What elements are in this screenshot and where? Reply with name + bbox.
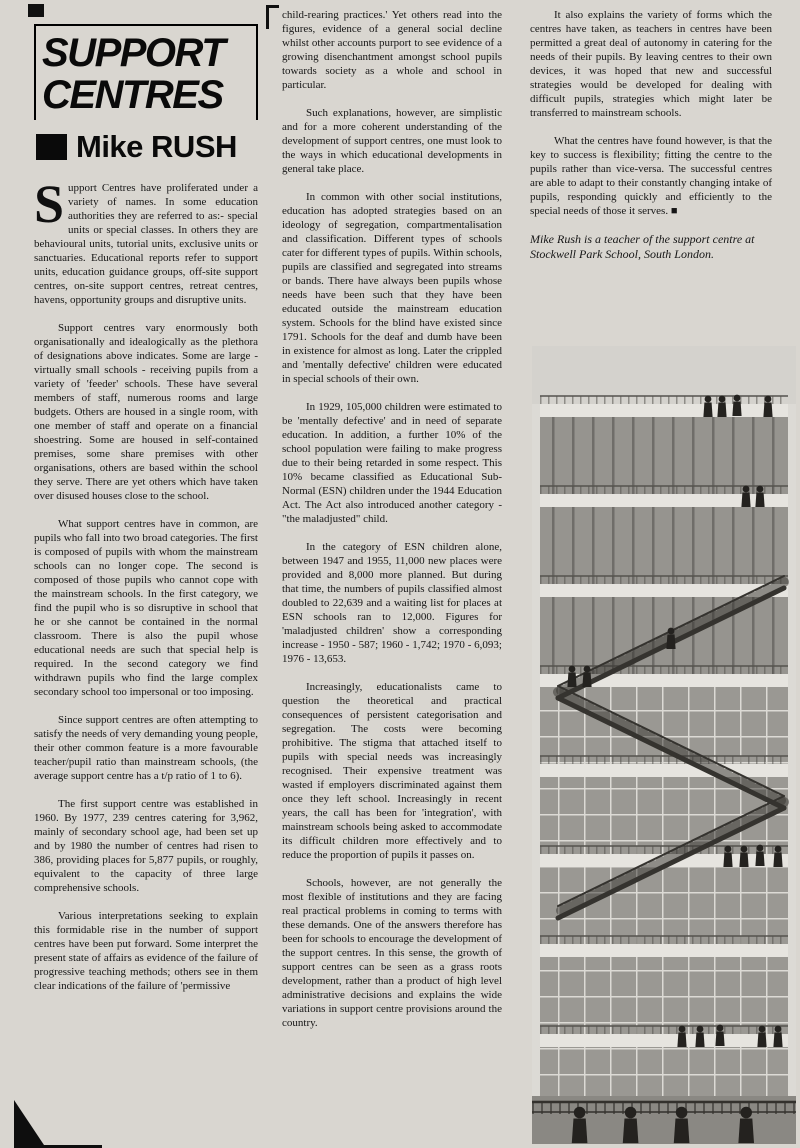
paragraph: Schools, however, are not generally the most flexible of institutions and they are facing real practical problems in coming to terms with these demands. One of the answers therefore has been for schools to encourage the development of the support centres. In this sense, the growth of support centres can be seen as a grass roots development, rather than a product of high level administrative decisions and explains the wide variations in support centre provisions around the country. — [282, 877, 502, 1029]
school-staircase-photo — [532, 346, 796, 1144]
paragraph: Such explanations, however, are simplistic and for a more coherent understanding of the development of support centres, one must look to the ways in which educational developments in general take place. — [282, 107, 502, 175]
masthead — [34, 24, 258, 165]
paragraph: child-rearing practices.' Yet others read into the figures, evidence of a general social decline whilst other accounts purport to see evidence of a growing disenchantment amongst school pupils towards society as a whole and school in particular. — [282, 9, 502, 91]
paragraph: The first support centre was established in 1960. By 1977, 239 centres catering for 3,962, mainly of secondary school age, had been set up and by 1980 the number of centres had risen to 386, providing places for 5,877 pupils, or roughly, equivalent to the capacity of three large comprehensive schools. — [34, 798, 258, 894]
article-photo — [532, 346, 796, 1144]
author-name — [76, 129, 237, 165]
page-corner-fold-mark — [14, 1100, 46, 1148]
paragraph: In common with other social institutions, education has adopted strategies based on an ideology of segregation, compartmentalisation and classification. Different types of schools cater for different types of pupils. Within schools, pupils are classified and segregated into streams or bands. There have always been pupils whose needs have been such that they have been educated outside the mainstream education system. Schools for the blind have existed since 1791. Schools for the deaf and dumb have been in existence for almost as long. Later the crippled and 'mentally defective' children were educated in special schools of their own. — [282, 191, 502, 385]
column-1 — [34, 8, 258, 1007]
paragraph: In 1929, 105,000 children were estimated to be 'mentally defective' and in need of separate education. In addition, a further 10% of the school population were failing to make progress due to their being retarded in some respect. This 10% became classified as Educational Sub-Normal (ESN) children under the 1944 Education Act. The Act also introduced another category - "the maladjusted" child. — [282, 401, 502, 525]
crop-mark-vertical — [266, 5, 269, 29]
paragraph: Increasingly, educationalists came to question the theoretical and practical consequences of persistent categorisation and segregation. The costs were becoming prohibitive. The stigma that attached itself to pupils with special needs was increasingly recognised. Their expensive treatment was wasted if employers discriminated against them once they left school. Increasingly in recent years, the call has been for 'integration', with mainstream schools being asked to accommodate its difficult children more effectively and to reduce the proportion of pupils it passes on. — [282, 681, 502, 861]
paragraph-dropcap — [34, 174, 258, 307]
drop-cap: S — [34, 174, 65, 234]
crop-mark-horizontal — [266, 5, 279, 8]
author-first-name: Mike — [76, 129, 143, 164]
author-row — [34, 129, 258, 165]
paragraph: Various interpretations seeking to explain this formidable rise in the number of support centres have been put forward. Some interpret the present state of affairs as evidence of the failure of progressive teaching methods; others see in them clear indications of the failure of 'permissive — [34, 910, 258, 992]
author-square-mark — [36, 134, 67, 160]
paragraph-text: upport Centres have proliferated under a variety of names. In some education authorities they are referred to as:- special units or special classes. In others they are behavioural units, tutorial units, exclusive units or sanctuaries. Educational reports refer to support units, education guidance groups, off-site support centres, on-site support centres, retreat centres, havens, opportunity groups and disruptive units. — [34, 182, 258, 306]
author-last-name: RUSH — [151, 129, 237, 164]
paragraph: Support centres vary enormously both organisationally and idealogically as the plethora of designations above indicates. Some are large - virtually small schools - receiving pupils from a variety of 'feeder' schools. These have several members of staff, numerous rooms and large budgets. Others are housed in a single room, with one member of staff and operate on a financial shoestring. Some are housed in self-contained premises, some share premises with other organisations, others are based within the school they serve. There are yet others which have taken over disused houses close to the school. — [34, 322, 258, 502]
page-title-line1: SUPPORT — [42, 31, 225, 75]
column-2 — [282, 8, 502, 1044]
paragraph: In the category of ESN children alone, between 1947 and 1955, 11,000 new places were provided and 8,000 more planned. But during that time, the numbers of pupils classified almost doubled to 22,639 and a waiting list for places at ESN schools ran to 12,000. Figures for 'maladjusted children' show a corresponding increase - 1950 - 587; 1960 - 1,742; 1970 - 6,093; 1976 - 13,653. — [282, 541, 502, 665]
title-frame — [34, 24, 258, 120]
paragraph: Since support centres are often attempting to satisfy the needs of very demanding young people, their other common feature is a more favourable teacher/pupil ratio than mainstream schools, (the average support centre has a t/p ratio of 1 to 6). — [34, 714, 258, 782]
paragraph: What support centres have in common, are pupils who fall into two broad categories. The first is composed of pupils with whom the mainstream schools can no longer cope. The second is composed of those pupils who cannot cope with the mainstream schools. In the first category, we find the pupil who is so disruptive in school that he or she cannot be contained in the normal classroom. There is also the pupil whose educational needs are such that special help is required. In the second category we find withdrawn pupils who find the large complex secondary school too impersonal or too imposing. — [34, 518, 258, 698]
page-title-line2: CENTRES — [42, 73, 223, 117]
column-3 — [530, 8, 772, 262]
paragraph: What the centres have found however, is that the key to success is flexibility; fitting the centre to the pupils rather than vice-versa. The successful centres are able to adapt to their constantly changing intake of pupils, responding quickly and efficiently to the special needs of those it serves. ■ — [530, 135, 772, 217]
author-byline: Mike Rush is a teacher of the support centre at Stockwell Park School, South London. — [530, 232, 755, 261]
paragraph: It also explains the variety of forms which the centres have taken, as teachers in centres have been permitted a great deal of autonomy in catering for the needs of their pupils. By leaving centres to their own devices, it was hoped that new and successful strategies would be developed for dealing with difficult pupils, strategies which might later be transferred to mainstream schools. — [530, 9, 772, 119]
